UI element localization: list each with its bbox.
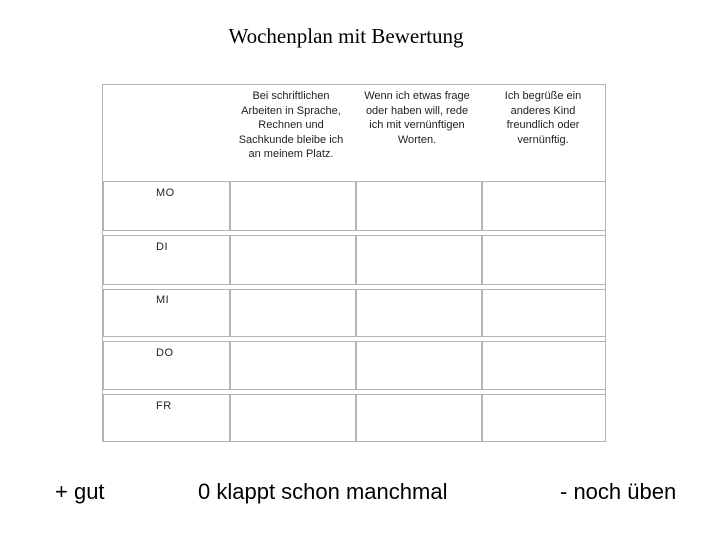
legend-sometimes: 0 klappt schon manchmal	[198, 479, 448, 504]
column-header-1: Bei schriftlichen Arbeiten in Sprache, Rechnen und Sachkunde bleibe ich an meinem Platz.	[238, 90, 344, 161]
day-label-fr: FR	[156, 400, 172, 412]
row-cell-mi-1[interactable]	[230, 289, 356, 337]
row-cell-fr-3[interactable]	[482, 394, 606, 442]
row-cell-di-3[interactable]	[482, 235, 606, 285]
row-cell-mo-3[interactable]	[482, 181, 606, 231]
row-cell-fr-1[interactable]	[230, 394, 356, 442]
column-header-3: Ich begrüße ein anderes Kind freundlich oder vernünftig.	[504, 90, 582, 146]
page-title: Wochenplan mit Bewertung	[228, 24, 464, 48]
row-cell-do-3[interactable]	[482, 341, 606, 390]
row-cell-mi-3[interactable]	[482, 289, 606, 337]
column-header-2: Wenn ich etwas frage oder haben will, rede ich mit vernünftigen Worten.	[364, 90, 470, 146]
legend-practice: - noch üben	[560, 479, 677, 504]
day-label-di: DI	[156, 241, 168, 253]
day-label-mo: MO	[156, 187, 175, 199]
row-cell-di-1[interactable]	[230, 235, 356, 285]
row-cell-mi-2[interactable]	[356, 289, 482, 337]
row-cell-di-2[interactable]	[356, 235, 482, 285]
row-cell-do-1[interactable]	[230, 341, 356, 390]
day-label-do: DO	[156, 347, 174, 359]
row-cell-do-2[interactable]	[356, 341, 482, 390]
day-label-mi: MI	[156, 294, 170, 306]
legend-good: + gut	[55, 479, 105, 504]
row-cell-fr-2[interactable]	[356, 394, 482, 442]
row-cell-mo-2[interactable]	[356, 181, 482, 231]
row-cell-mo-1[interactable]	[230, 181, 356, 231]
